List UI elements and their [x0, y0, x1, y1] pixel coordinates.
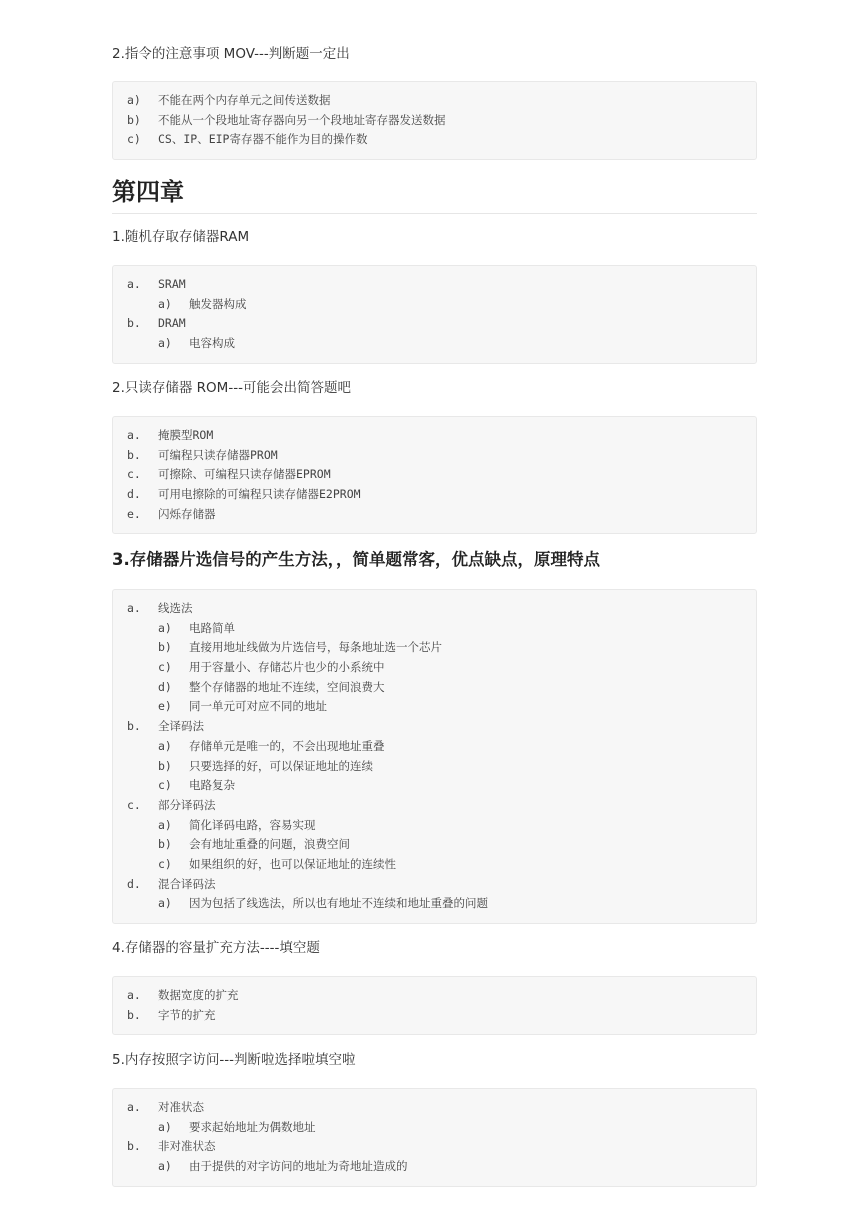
list-marker: c. — [127, 467, 141, 482]
list-item — [127, 446, 742, 466]
list-marker: d) — [158, 679, 172, 694]
list-marker: b. — [127, 1139, 141, 1154]
list-text: 直接用地址线做为片选信号，每条地址选一个芯片 — [189, 640, 442, 655]
list-text: 存储单元是唯一的，不会出现地址重叠 — [189, 738, 385, 753]
list-item — [127, 599, 742, 619]
code-block-ram — [112, 265, 757, 364]
list-marker: a. — [127, 428, 141, 442]
list-marker: c) — [158, 778, 172, 793]
list-marker: a) — [158, 336, 172, 351]
list-item — [127, 295, 742, 315]
code-block-mov — [112, 81, 757, 160]
list-item — [127, 130, 742, 150]
section-heading-mov: 2.指令的注意事项 MOV---判断题一定出 — [112, 46, 350, 62]
list-item — [127, 1137, 742, 1157]
list-item — [127, 894, 742, 914]
list-item — [127, 314, 742, 334]
list-text: 闪烁存储器 — [158, 506, 216, 521]
list-item — [127, 1157, 742, 1177]
code-block-word-access — [112, 1088, 757, 1187]
list-item — [127, 678, 742, 698]
list-text: 非对准状态 — [158, 1139, 216, 1154]
list-text: 要求起始地址为偶数地址 — [189, 1119, 316, 1134]
code-block-rom — [112, 416, 757, 534]
list-marker: a) — [158, 738, 172, 753]
list-item — [127, 776, 742, 796]
list-marker: a) — [158, 620, 172, 635]
list-text: 线选法 — [158, 601, 193, 615]
list-text: 数据宽度的扩充 — [158, 988, 239, 1002]
list-text: 混合译码法 — [158, 876, 216, 891]
list-item — [127, 737, 742, 757]
list-item — [127, 986, 742, 1006]
list-item — [127, 816, 742, 836]
list-marker: c) — [127, 132, 141, 147]
list-marker: a. — [127, 1100, 141, 1114]
list-item — [127, 619, 742, 639]
list-marker: c. — [127, 797, 141, 812]
list-item — [127, 638, 742, 658]
list-item — [127, 465, 742, 485]
chapter-title: 第四章 — [112, 172, 757, 214]
list-text: 触发器构成 — [189, 296, 247, 311]
list-item — [127, 426, 742, 446]
list-text: 会有地址重叠的问题，浪费空间 — [189, 837, 350, 852]
section-heading-word-access: 5.内存按照字访问---判断啦选择啦填空啦 — [112, 1052, 356, 1068]
list-text: 同一单元可对应不同的地址 — [189, 699, 327, 714]
list-text: CS、IP、EIP寄存器不能作为目的操作数 — [158, 132, 368, 147]
list-item — [127, 658, 742, 678]
list-text: 可编程只读存储器PROM — [158, 447, 278, 462]
list-text: SRAM — [158, 277, 186, 291]
list-marker: b) — [158, 640, 172, 655]
list-text: 不能从一个段地址寄存器向另一个段地址寄存器发送数据 — [158, 112, 446, 127]
list-item — [127, 757, 742, 777]
list-item — [127, 697, 742, 717]
list-marker: d. — [127, 487, 141, 502]
list-item — [127, 875, 742, 895]
list-marker: a) — [158, 896, 172, 911]
list-text: 只要选择的好，可以保证地址的连续 — [189, 758, 373, 773]
list-text: 电容构成 — [189, 336, 235, 351]
list-item — [127, 835, 742, 855]
list-text: 全译码法 — [158, 719, 204, 734]
list-marker: a. — [127, 988, 141, 1002]
list-text: 如果组织的好，也可以保证地址的连续性 — [189, 856, 396, 871]
list-marker: a) — [158, 817, 172, 832]
list-marker: a. — [127, 601, 141, 615]
list-text: 整个存储器的地址不连续，空间浪费大 — [189, 679, 385, 694]
list-marker: c) — [158, 660, 172, 675]
list-item — [127, 334, 742, 354]
list-text: 对准状态 — [158, 1100, 204, 1114]
list-marker: a) — [158, 296, 172, 311]
section-heading-capacity: 4.存储器的容量扩充方法----填空题 — [112, 940, 320, 956]
list-item — [127, 111, 742, 131]
list-item — [127, 91, 742, 111]
list-marker: a) — [127, 93, 141, 107]
list-text: 由于提供的对字访问的地址为奇地址造成的 — [189, 1159, 408, 1174]
list-marker: a) — [158, 1159, 172, 1174]
list-marker: b) — [158, 758, 172, 773]
list-item — [127, 796, 742, 816]
list-item — [127, 505, 742, 525]
list-marker: b. — [127, 316, 141, 331]
list-item — [127, 485, 742, 505]
list-marker: a) — [158, 1119, 172, 1134]
list-marker: b. — [127, 1007, 141, 1022]
list-text: 因为包括了线选法，所以也有地址不连续和地址重叠的问题 — [189, 896, 488, 911]
list-item — [127, 1118, 742, 1138]
list-text: 用于容量小、存储芯片也少的小系统中 — [189, 660, 385, 675]
list-marker: b) — [127, 112, 141, 127]
list-marker: e. — [127, 506, 141, 521]
list-text: DRAM — [158, 316, 186, 331]
list-item — [127, 855, 742, 875]
list-marker: c) — [158, 856, 172, 871]
section-heading-rom: 2.只读存储器 ROM---可能会出简答题吧 — [112, 380, 351, 396]
list-marker: b) — [158, 837, 172, 852]
section-heading-chip-select: 3.存储器片选信号的产生方法，，简单题常客，优点缺点，原理特点 — [112, 550, 600, 569]
list-marker: e) — [158, 699, 172, 714]
list-item — [127, 1098, 742, 1118]
list-marker: d. — [127, 876, 141, 891]
list-marker: b. — [127, 447, 141, 462]
list-text: 部分译码法 — [158, 797, 216, 812]
list-marker: b. — [127, 719, 141, 734]
list-text: 字节的扩充 — [158, 1007, 216, 1022]
code-block-chip-select — [112, 589, 757, 924]
list-item — [127, 275, 742, 295]
list-marker: a. — [127, 277, 141, 291]
list-text: 掩膜型ROM — [158, 428, 214, 442]
code-block-capacity — [112, 976, 757, 1035]
list-item — [127, 717, 742, 737]
list-text: 电路简单 — [189, 620, 235, 635]
list-text: 可擦除、可编程只读存储器EPROM — [158, 467, 331, 482]
list-text: 不能在两个内存单元之间传送数据 — [158, 93, 331, 107]
section-heading-ram: 1.随机存取存储器RAM — [112, 229, 250, 245]
list-text: 可用电擦除的可编程只读存储器E2PROM — [158, 487, 361, 502]
list-text: 电路复杂 — [189, 778, 235, 793]
list-text: 简化译码电路，容易实现 — [189, 817, 316, 832]
list-item — [127, 1006, 742, 1026]
